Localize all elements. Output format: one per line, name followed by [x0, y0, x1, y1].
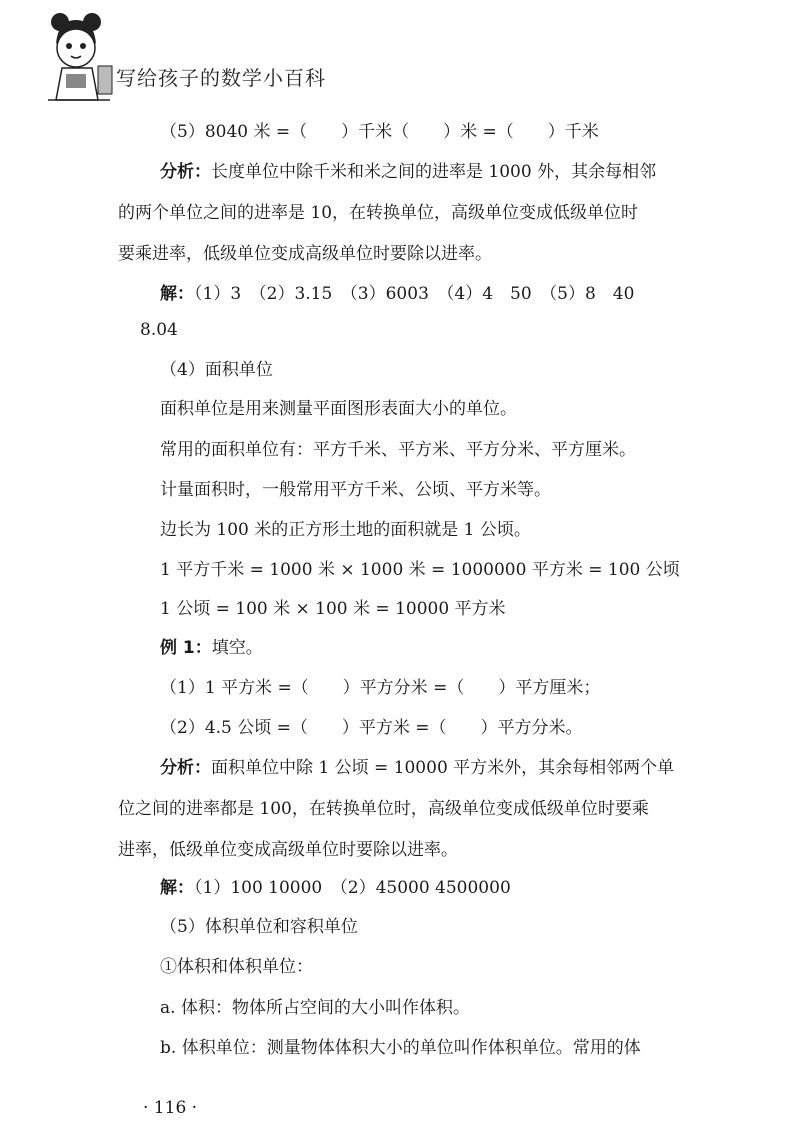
page-header: [44, 8, 384, 108]
solution-text: （1）100 10000 （2）45000 4500000: [194, 878, 511, 898]
area-paragraph-4: 边长为 100 米的正方形土地的面积就是 1 公顷。: [160, 520, 531, 540]
area-paragraph-1: 面积单位是用来测量平面图形表面大小的单位。: [160, 399, 517, 419]
analysis-1-line-1: [160, 160, 656, 184]
volume-item-a: a. 体积：物体所占空间的大小叫作体积。: [160, 998, 470, 1018]
analysis-label: 分析：: [160, 758, 211, 778]
analysis-2-line-3: 进率，低级单位变成高级单位时要除以进率。: [118, 840, 458, 860]
volume-item-b: b. 体积单位：测量物体体积大小的单位叫作体积单位。常用的体: [160, 1038, 641, 1058]
girl-mascot-icon: [44, 8, 119, 106]
analysis-1-line-2: 的两个单位之间的进率是 10，在转换单位，高级单位变成低级单位时: [118, 203, 639, 223]
area-paragraph-3: 计量面积时，一般常用平方千米、公顷、平方米等。: [160, 480, 551, 500]
area-formula-2: 1 公顷 = 100 米 × 100 米 = 10000 平方米: [160, 599, 506, 619]
section-heading-area: （4）面积单位: [160, 360, 273, 380]
solution-2: [160, 876, 511, 900]
analysis-1-line-3: 要乘进率，低级单位变成高级单位时要除以进率。: [118, 244, 492, 264]
example-text: 填空。: [211, 638, 263, 658]
exercise-q5: （5）8040 米 =（ ）千米（ ）米 =（ ）千米: [160, 122, 599, 142]
example-1-q2: （2）4.5 公顷 =（ ）平方米 =（ ）平方分米。: [160, 718, 583, 738]
analysis-2-line-2: 位之间的进率都是 100，在转换单位时，高级单位变成低级单位时要乘: [118, 799, 649, 819]
volume-subheading: ①体积和体积单位：: [160, 957, 313, 977]
analysis-label: 分析：: [160, 162, 211, 182]
example-label: 例 1：: [160, 638, 212, 658]
solution-text: （1）3 （2）3.15 （3）6003 （4）4 50 （5）8 40: [194, 284, 635, 304]
solution-1-line-1: [160, 282, 634, 306]
example-1-title: [160, 636, 263, 660]
page-number: · 116 ·: [143, 1098, 198, 1118]
solution-1-line-2: 8.04: [140, 320, 178, 340]
analysis-text: 面积单位中除 1 公顷 = 10000 平方米外，其余每相邻两个单: [211, 758, 675, 778]
section-heading-volume: （5）体积单位和容积单位: [160, 917, 358, 937]
example-1-q1: （1）1 平方米 =（ ）平方分米 =（ ）平方厘米；: [160, 678, 601, 698]
area-paragraph-2: 常用的面积单位有：平方千米、平方米、平方分米、平方厘米。: [160, 440, 636, 460]
analysis-text: 长度单位中除千米和米之间的进率是 1000 外，其余每相邻: [211, 162, 657, 182]
analysis-2-line-1: [160, 756, 674, 780]
solution-label: 解：: [160, 284, 194, 304]
solution-label: 解：: [160, 878, 194, 898]
book-title: 写给孩子的数学小百科: [116, 66, 326, 90]
area-formula-1: 1 平方千米 = 1000 米 × 1000 米 = 1000000 平方米 = 100 公顷: [160, 560, 680, 580]
